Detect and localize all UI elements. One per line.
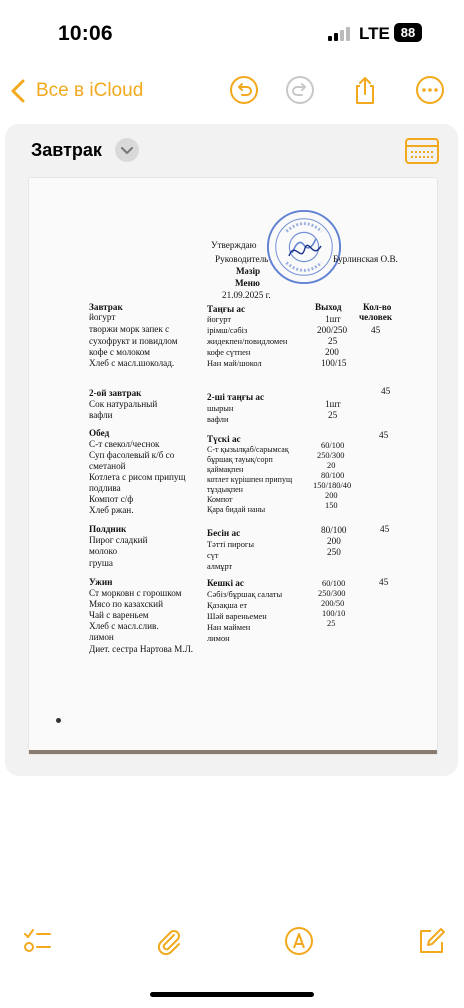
meal-ru-item: С-т свекол/чеснок <box>89 439 160 449</box>
status-bar <box>0 0 464 62</box>
meal-ru-item: подлива <box>89 483 121 493</box>
meal-output: 200/250 <box>317 325 348 335</box>
meal-kz-item: котлет күрішпен припущ <box>207 475 293 484</box>
meal-kz-item: Шәй вареньемен <box>207 612 267 621</box>
meal-ru-item: Компот с/ф <box>89 494 134 504</box>
cellular-signal-icon <box>328 27 350 41</box>
network-type: LTE <box>359 24 390 43</box>
meal-kz-item: С-т қызылқаб/сарымсақ <box>207 445 289 454</box>
meal-kz-title: Кешкі ас <box>207 578 244 588</box>
meal-ru-item: Чай с вареньем <box>89 610 149 620</box>
meal-kz-item: Қазақша ет <box>207 601 248 610</box>
meal-ru-item: сухофрукт и повидлом <box>89 336 178 346</box>
undo-icon[interactable] <box>228 74 260 106</box>
menu-ru: Меню <box>235 278 260 288</box>
meal-ru-item: вафли <box>89 410 113 420</box>
handwritten-signature <box>285 238 325 264</box>
meal-ru-item: Хлеб ржан. <box>89 505 134 515</box>
meal-ru-item: Хлеб с масл.слив. <box>89 621 159 631</box>
meal-ru-title: Полдник <box>89 524 127 534</box>
meal-kz-title: Түскі ас <box>207 434 241 444</box>
notes-toolbar <box>0 66 464 116</box>
meal-kz-item: Сәбіз/бұршақ салаты <box>207 590 283 599</box>
status-time: 10:06 <box>58 22 113 45</box>
meal-kz-item: йогурт <box>207 315 232 324</box>
meal-kz-item: вафли <box>207 415 229 424</box>
meal-ru-item: лимон <box>89 632 114 642</box>
meal-ru-item: йогурт <box>89 312 116 322</box>
meal-kz-title: 2-ші таңғы ас <box>207 392 265 402</box>
menu-date: 21.09.2025 г. <box>222 290 271 300</box>
approve-text: Утверждаю <box>211 240 257 250</box>
meal-qty: 45 <box>379 430 389 440</box>
menu-kz: Мәзір <box>236 266 261 276</box>
meal-kz-item: жидекпен/повидломен <box>207 337 288 346</box>
meal-output: 200/50 <box>321 599 345 608</box>
meal-qty: 45 <box>379 577 389 587</box>
meal-kz-item: Компот <box>207 495 233 504</box>
meal-ru-item: Суп фасолевый к/б со <box>89 450 175 460</box>
meal-ru-item: Мясо по казахский <box>89 599 163 609</box>
meal-output: 250/300 <box>317 451 345 460</box>
meal-kz-item: тұздықпен <box>207 485 243 494</box>
meal-kz-title: Таңғы ас <box>207 304 246 314</box>
meal-qty: 45 <box>381 386 391 396</box>
meal-kz-item: Нан маймен <box>207 623 251 632</box>
meal-ru-item: Хлеб с масл.шоколад. <box>89 358 175 368</box>
scan-icon[interactable] <box>405 138 439 164</box>
meal-ru-item: Ст морковн с горошком <box>89 588 182 598</box>
meal-ru-item: творжи морк запек с <box>89 324 170 334</box>
meal-output: 20 <box>327 461 336 470</box>
meal-kz-item: кофе сүтпен <box>207 348 251 357</box>
meal-kz-item: Нан май/шокол <box>207 359 262 368</box>
document-title[interactable]: Завтрак <box>31 140 102 160</box>
battery-icon: 88 <box>394 23 422 42</box>
meal-ru-item: груша <box>89 558 113 568</box>
meal-qty: 45 <box>380 524 390 534</box>
meal-output: 100/10 <box>322 609 346 618</box>
meal-kz-item: алмұрт <box>207 562 233 571</box>
meal-ru-title: 2-ой завтрак <box>89 388 142 398</box>
meal-ru-item: сметаной <box>89 461 126 471</box>
col-output-header: Выход <box>315 302 342 312</box>
chevron-down-icon <box>115 138 139 162</box>
more-icon[interactable] <box>414 74 446 106</box>
col-qty-header: Кол-во <box>363 302 392 312</box>
meal-kz-item: Қара бидай наны <box>207 505 266 514</box>
meal-kz-item: сүт <box>207 551 219 560</box>
meal-output: 150 <box>325 501 338 510</box>
meal-output: 60/100 <box>322 579 346 588</box>
scan-speck <box>56 718 61 723</box>
head-name: Бурлинская О.В. <box>333 254 398 264</box>
meal-ru-item: Пирог сладкий <box>89 535 148 545</box>
signature-line: Диет. сестра Нартова М.Л. <box>89 644 194 654</box>
meal-output: 25 <box>328 336 338 346</box>
redo-icon[interactable] <box>284 74 316 106</box>
meal-kz-title: Бесін ас <box>207 528 241 538</box>
col-qty-header-2: человек <box>359 312 393 322</box>
meal-ru-item: Сок натуральный <box>89 399 158 409</box>
meal-output: 100/15 <box>321 358 347 368</box>
meal-output: 150/180/40 <box>313 481 352 490</box>
meal-output: 80/100 <box>321 471 345 480</box>
meal-output: 200 <box>325 347 339 357</box>
home-indicator <box>150 992 314 997</box>
meal-kz-item: Тәтті пирогы <box>207 540 254 549</box>
paperclip-icon[interactable] <box>154 926 184 956</box>
meal-kz-item: қаймақпен <box>207 465 244 474</box>
meal-ru-title: Ужин <box>89 577 113 587</box>
meal-output: 200 <box>327 536 341 546</box>
meal-ru-title: Обед <box>89 428 110 438</box>
meal-output: 1шт <box>325 399 341 409</box>
meal-ru-item: молоко <box>89 546 118 556</box>
checklist-icon[interactable] <box>22 926 52 956</box>
meal-output: 200 <box>325 491 338 500</box>
meal-output: 80/100 <box>321 525 347 535</box>
meal-ru-item: Котлета с рисом припущ <box>89 472 186 482</box>
title-menu-button[interactable] <box>115 138 139 162</box>
compose-icon[interactable] <box>416 926 446 956</box>
markup-icon[interactable] <box>284 926 314 956</box>
meal-qty: 45 <box>371 325 381 335</box>
meal-ru-title: Завтрак <box>89 302 123 312</box>
meal-ru-item: кофе с молоком <box>89 347 150 357</box>
bottom-toolbar <box>0 920 464 970</box>
head-role: Руководитель <box>215 254 269 264</box>
share-icon[interactable] <box>349 74 381 106</box>
scanned-document-card[interactable] <box>5 124 458 776</box>
chevron-left-icon <box>8 78 30 104</box>
meal-kz-item: ірімш/сәбіз <box>207 326 248 335</box>
meal-output: 1шт <box>325 314 341 324</box>
meal-output: 25 <box>327 619 336 628</box>
scanned-page <box>29 178 437 754</box>
meal-output: 250/300 <box>318 589 346 598</box>
meal-output: 250 <box>327 547 341 557</box>
meal-kz-item: бұршақ тауық/сорп <box>207 455 273 464</box>
back-button[interactable] <box>8 76 143 106</box>
meal-output: 60/100 <box>321 441 345 450</box>
meal-kz-item: шырын <box>207 404 234 413</box>
back-label: Все в iCloud <box>36 80 144 101</box>
meal-output: 25 <box>328 410 338 420</box>
meal-kz-item: лимон <box>207 634 230 643</box>
